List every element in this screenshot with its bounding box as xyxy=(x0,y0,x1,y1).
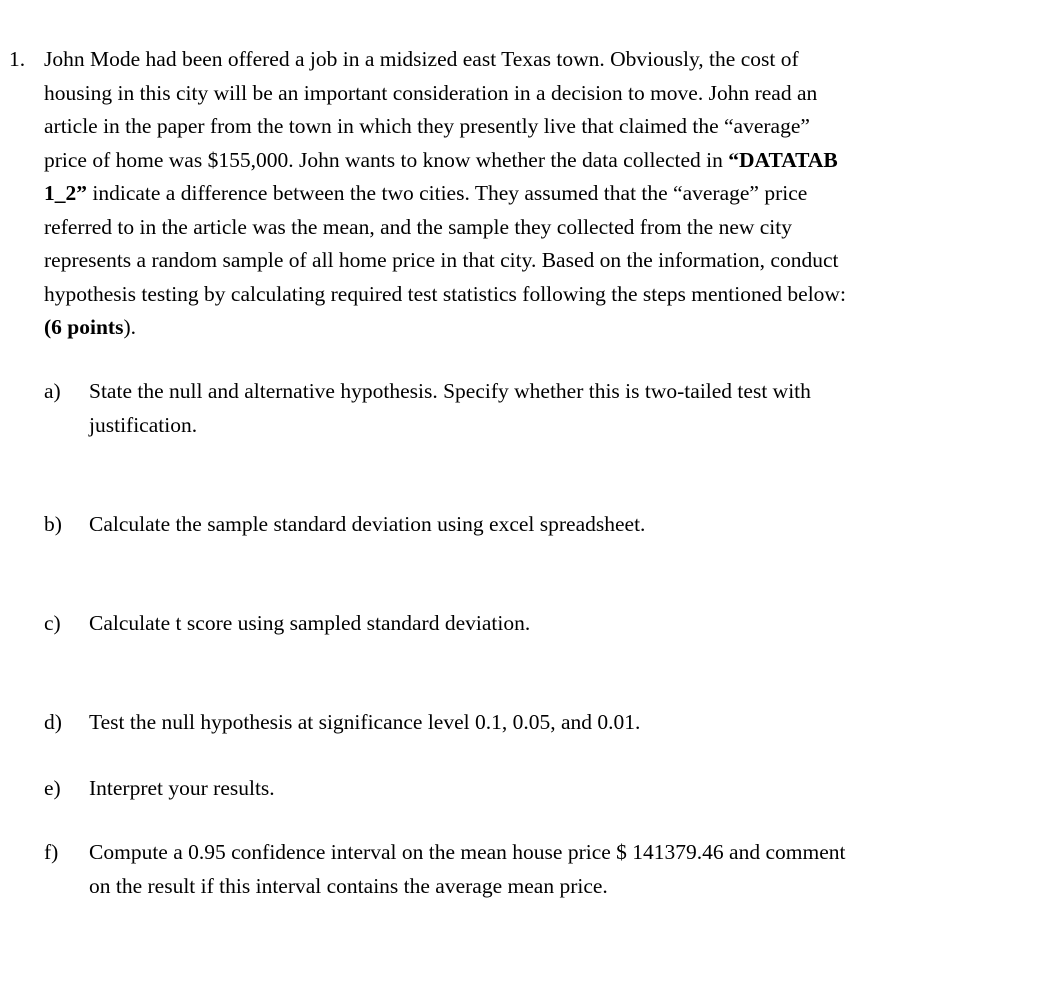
datatab-reference-end: 1_2” xyxy=(44,181,87,205)
part-b-label: b) xyxy=(44,512,62,536)
question-line-6: referred to in the article was the mean, and the sample they collected from the new city xyxy=(44,214,793,239)
question-number: 1. xyxy=(9,47,26,71)
part-c-text xyxy=(89,607,989,641)
question-line-5-text: indicate a difference between the two cities. They assumed that the “average” price xyxy=(87,181,808,205)
part-f-line-2: on the result if this interval contains the average mean price. xyxy=(89,873,608,898)
part-c-label: c) xyxy=(44,611,61,635)
part-b-line-1: Calculate the sample standard deviation using excel spreadsheet. xyxy=(89,512,646,536)
part-f-line-1: Compute a 0.95 confidence interval on the mean house price $ 141379.46 and comment xyxy=(89,840,846,864)
part-b-text xyxy=(89,508,989,542)
part-a-text xyxy=(89,375,989,442)
question-line-5 xyxy=(44,177,1004,211)
points-suffix: ). xyxy=(123,315,136,339)
part-d-text xyxy=(89,706,989,740)
points-label: (6 points xyxy=(44,315,124,339)
part-a-label: a) xyxy=(44,379,61,403)
question-line-7: represents a random sample of all home price in that city. Based on the information, conduct xyxy=(44,248,839,272)
part-d-label: d) xyxy=(44,710,62,734)
part-d-line-1: Test the null hypothesis at significance level 0.1, 0.05, and 0.01. xyxy=(89,710,641,734)
part-c-line-1: Calculate t score using sampled standard deviation. xyxy=(89,611,531,635)
part-f-text xyxy=(89,836,989,903)
question-line-8: hypothesis testing by calculating required test statistics following the steps mentioned below: xyxy=(44,281,846,306)
question-line-3: article in the paper from the town in which they presently live that claimed the “average” xyxy=(44,114,810,138)
part-e-line-1: Interpret your results. xyxy=(89,776,275,800)
question-line-4 xyxy=(44,144,1004,178)
part-a-line-2: justification. xyxy=(89,412,198,437)
part-e-text xyxy=(89,772,989,806)
question-line-4-text: price of home was $155,000. John wants to know whether the data collected in xyxy=(44,147,729,172)
part-e-label: e) xyxy=(44,776,61,800)
question-line-1: John Mode had been offered a job in a midsized east Texas town. Obviously, the cost of xyxy=(44,47,799,71)
part-a-line-1: State the null and alternative hypothesis. Specify whether this is two-tailed test with xyxy=(89,379,811,403)
question-text xyxy=(44,43,1004,345)
datatab-reference: “DATATAB xyxy=(728,147,838,172)
question-line-2: housing in this city will be an important consideration in a decision to move. John read an xyxy=(44,80,818,105)
part-f-label: f) xyxy=(44,840,59,864)
question-line-9 xyxy=(44,311,1004,345)
